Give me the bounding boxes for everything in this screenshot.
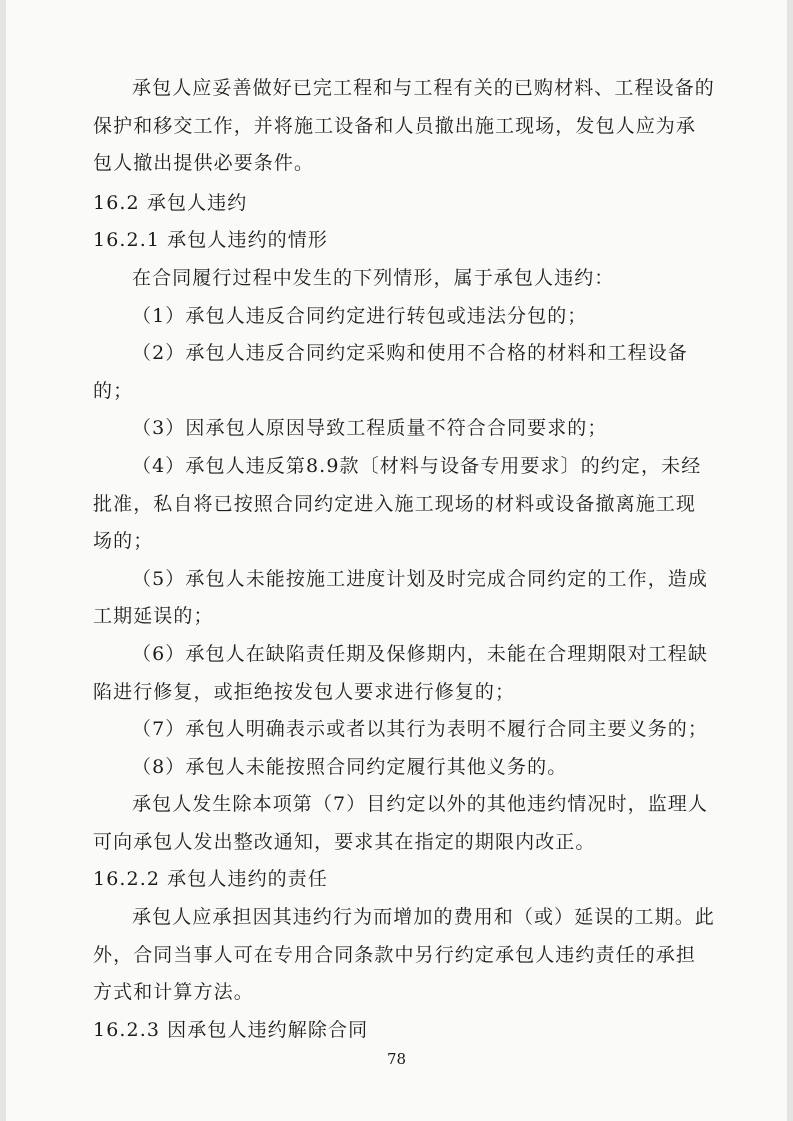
paragraph-liability: 承包人应承担因其违约行为而增加的费用和（或）延误的工期。此外，合同当事人可在专用合同条款中另行约定承包人违约责任的承担方式和计算方法。 <box>93 906 715 1004</box>
subsection-heading-16-2-1: 16.2.1 承包人违约的情形 <box>93 229 328 252</box>
page-right-edge <box>787 0 793 1121</box>
breach-item-7: （7）承包人明确表示或者以其行为表明不履行合同主要义务的； <box>132 718 708 741</box>
page-left-edge <box>0 0 6 1121</box>
paragraph-breach-intro: 在合同履行过程中发生的下列情形，属于承包人违约： <box>132 266 615 289</box>
section-heading-16-2: 16.2 承包人违约 <box>93 191 248 214</box>
paragraph-rectification-notice: 承包人发生除本项第（7）目约定以外的其他违约情况时，监理人可向承包人发出整改通知，要求其在指定的期限内改正。 <box>93 793 708 853</box>
subsection-heading-16-2-3: 16.2.3 因承包人违约解除合同 <box>93 1018 369 1041</box>
breach-item-6: （6）承包人在缺陷责任期及保修期内，未能在合理期限对工程缺陷进行修复，或拒绝按发包人要求进行修复的； <box>93 642 708 703</box>
breach-item-2: （2）承包人违反合同约定采购和使用不合格的材料和工程设备的； <box>93 342 688 402</box>
paragraph-handover: 承包人应妥善做好已完工程和与工程有关的已购材料、工程设备的保护和移交工作，并将施工设备和人员撤出施工现场，发包人应为承包人撤出提供必要条件。 <box>93 77 715 175</box>
breach-item-4: （4）承包人违反第8.9款〔材料与设备专用要求〕的约定，未经批准，私自将已按照合同约定进入施工现场的材料或设备撤离施工现场的； <box>93 454 702 553</box>
breach-item-1: （1）承包人违反合同约定进行转包或违法分包的； <box>132 304 588 327</box>
subsection-heading-16-2-2: 16.2.2 承包人违约的责任 <box>93 868 328 891</box>
page-number: 78 <box>386 1050 407 1068</box>
breach-item-8: （8）承包人未能按照合同约定履行其他义务的。 <box>132 755 568 778</box>
breach-item-3: （3）因承包人原因导致工程质量不符合合同要求的； <box>132 417 608 440</box>
breach-item-5: （5）承包人未能按施工进度计划及时完成合同约定的工作，造成工期延误的； <box>93 567 708 628</box>
document-body <box>93 70 715 1049</box>
